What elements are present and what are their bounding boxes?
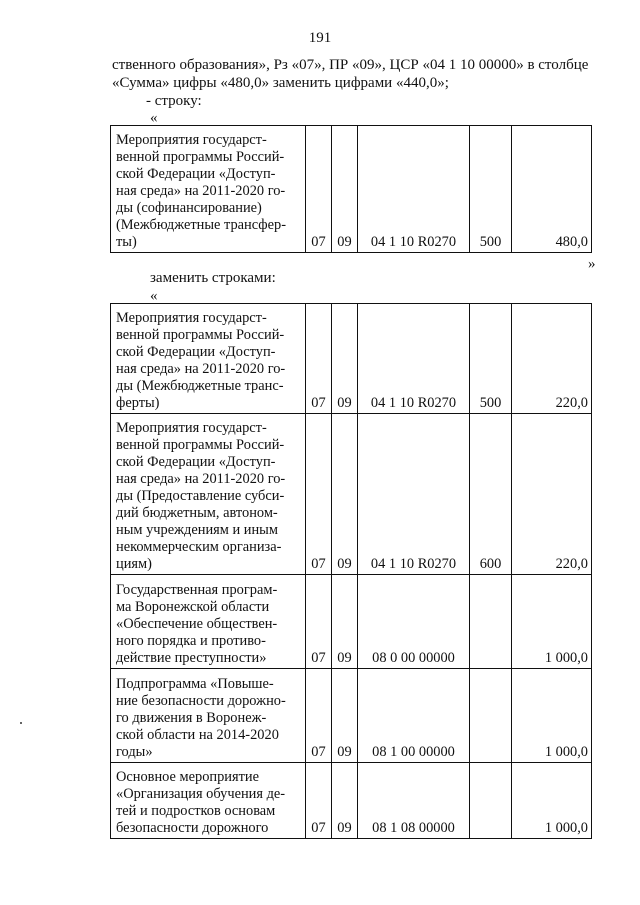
open-quote: « (150, 110, 158, 126)
row-sum: 220,0 (512, 414, 592, 575)
scan-speck (20, 722, 22, 724)
table-row (111, 304, 592, 414)
page-number: 191 (308, 30, 332, 46)
replace-label: заменить строками: (150, 270, 276, 286)
row-rz: 07 (306, 575, 332, 669)
row-name: Подпрограмма «Повыше- ние безопасности дорожно- го движения в Воронеж- ской области на 2014-2020 годы» (111, 669, 306, 763)
row-pr: 09 (332, 763, 358, 839)
row-sum: 1 000,0 (512, 763, 592, 839)
row-rz: 07 (306, 669, 332, 763)
row-sum: 480,0 (512, 126, 592, 253)
row-sum: 1 000,0 (512, 575, 592, 669)
intro-line-1: ственного образования», Рз «07», ПР «09», ЦСР «04 1 10 00000» в столбце (112, 57, 589, 73)
table-row (111, 126, 592, 253)
open-quote-2: « (150, 288, 158, 304)
row-name: Мероприятия государст- венной программы Россий- ской Федерации «Доступ- ная среда» на 2011-2020 го- ды (софинансирование) (Межбюджетные трансфер- ты) (111, 126, 306, 253)
table-row (111, 763, 592, 839)
original-row-table (110, 125, 592, 253)
row-vr: 600 (470, 414, 512, 575)
row-csr: 08 1 00 00000 (358, 669, 470, 763)
intro-line-2: «Сумма» цифры «480,0» заменить цифрами «440,0»; (112, 75, 449, 91)
row-name: Мероприятия государст- венной программы Россий- ской Федерации «Доступ- ная среда» на 2011-2020 го- ды (Предоставление субси- дий бюджетным, автоном- ным учреждениям и иным некоммерческим организа- циям) (111, 414, 306, 575)
row-name: Мероприятия государст- венной программы Россий- ской Федерации «Доступ- ная среда» на 2011-2020 го- ды (Межбюджетные транс- ферты) (111, 304, 306, 414)
replacement-rows-table (110, 303, 592, 839)
row-name: Государственная програм- ма Воронежской области «Обеспечение обществен- ного порядка и противо- действие преступности» (111, 575, 306, 669)
row-csr: 04 1 10 R0270 (358, 304, 470, 414)
table-row (111, 414, 592, 575)
row-csr: 08 0 00 00000 (358, 575, 470, 669)
row-vr (470, 575, 512, 669)
row-csr: 04 1 10 R0270 (358, 126, 470, 253)
row-rz: 07 (306, 763, 332, 839)
row-pr: 09 (332, 304, 358, 414)
row-vr: 500 (470, 304, 512, 414)
row-csr: 08 1 08 00000 (358, 763, 470, 839)
row-pr: 09 (332, 575, 358, 669)
row-pr: 09 (332, 126, 358, 253)
row-csr: 04 1 10 R0270 (358, 414, 470, 575)
table-row (111, 669, 592, 763)
row-vr (470, 669, 512, 763)
row-sum: 220,0 (512, 304, 592, 414)
row-rz: 07 (306, 414, 332, 575)
row-vr (470, 763, 512, 839)
close-quote: » (588, 256, 596, 272)
row-rz: 07 (306, 304, 332, 414)
row-rz: 07 (306, 126, 332, 253)
intro-line-3: - строку: (146, 93, 202, 109)
row-name: Основное мероприятие «Организация обучения де- тей и подростков основам безопасности дорожного (111, 763, 306, 839)
row-pr: 09 (332, 414, 358, 575)
row-pr: 09 (332, 669, 358, 763)
row-vr: 500 (470, 126, 512, 253)
table-row (111, 575, 592, 669)
row-sum: 1 000,0 (512, 669, 592, 763)
